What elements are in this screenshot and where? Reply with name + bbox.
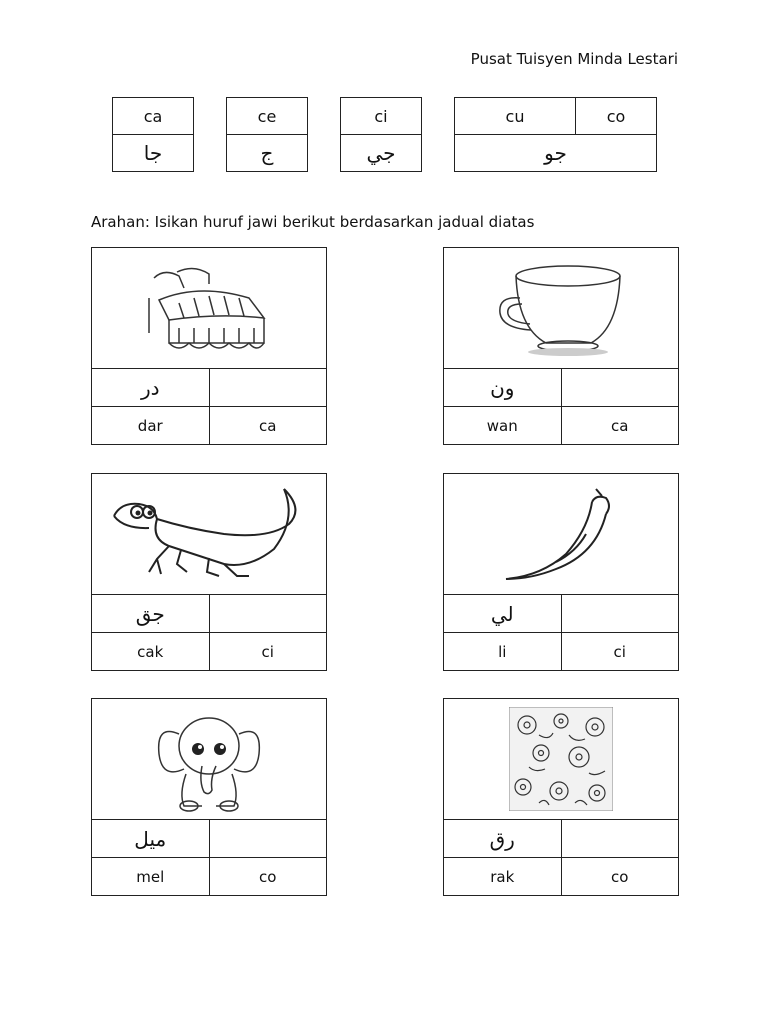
answer-box[interactable] xyxy=(562,595,679,632)
cup-illustration xyxy=(444,248,678,369)
exercise-card xyxy=(91,247,327,445)
rumi-syllable-1: rak xyxy=(444,858,562,895)
jawi-word: ون xyxy=(444,369,562,406)
rumi-syllable-1: li xyxy=(444,633,562,670)
floral-pattern-illustration xyxy=(444,699,678,820)
syllable-jawi: ج xyxy=(227,135,308,172)
answer-box[interactable] xyxy=(210,820,327,857)
answer-box[interactable] xyxy=(562,820,679,857)
jawi-word: لي xyxy=(444,595,562,632)
rumi-syllable-2: ci xyxy=(261,642,274,661)
rumi-syllable-2: co xyxy=(611,867,629,886)
elephant-illustration xyxy=(92,699,326,820)
chili-illustration xyxy=(444,474,678,595)
jawi-word: در xyxy=(92,369,210,406)
jawi-word: جق xyxy=(92,595,210,632)
answer-box[interactable] xyxy=(210,595,327,632)
rumi-syllable-1: dar xyxy=(92,407,210,444)
rumi-syllable-2: ci xyxy=(613,642,626,661)
lizard-illustration xyxy=(92,474,326,595)
rumi-syllable-1: cak xyxy=(92,633,210,670)
exercise-card xyxy=(443,698,679,896)
exercise-card xyxy=(91,473,327,671)
exercise-card xyxy=(443,247,679,445)
syllable-rumi: ce xyxy=(227,98,308,135)
center-name: Pusat Tuisyen Minda Lestari xyxy=(470,50,678,68)
rumi-syllable-2: ca xyxy=(259,416,277,435)
answer-box[interactable] xyxy=(562,369,679,406)
instruction-text: Arahan: Isikan huruf jawi berikut berdasarkan jadual diatas xyxy=(91,213,535,231)
bed-illustration xyxy=(92,248,326,369)
syllable-table-ci xyxy=(340,97,422,172)
syllable-jawi: جي xyxy=(341,135,422,172)
syllable-table-cu-co xyxy=(454,97,657,172)
answer-box[interactable] xyxy=(210,369,327,406)
rumi-syllable-1: mel xyxy=(92,858,210,895)
syllable-rumi: ca xyxy=(113,98,194,135)
syllable-rumi: ci xyxy=(341,98,422,135)
jawi-word: ميل xyxy=(92,820,210,857)
rumi-syllable-2: ca xyxy=(611,416,629,435)
syllable-table-ca xyxy=(112,97,194,172)
syllable-jawi: جو xyxy=(455,135,657,172)
exercise-card xyxy=(91,698,327,896)
syllable-rumi: co xyxy=(576,98,657,135)
jawi-word: رق xyxy=(444,820,562,857)
syllable-jawi: جا xyxy=(113,135,194,172)
rumi-syllable-1: wan xyxy=(444,407,562,444)
syllable-rumi: cu xyxy=(455,98,576,135)
rumi-syllable-2: co xyxy=(259,867,277,886)
exercise-card xyxy=(443,473,679,671)
syllable-table-ce xyxy=(226,97,308,172)
